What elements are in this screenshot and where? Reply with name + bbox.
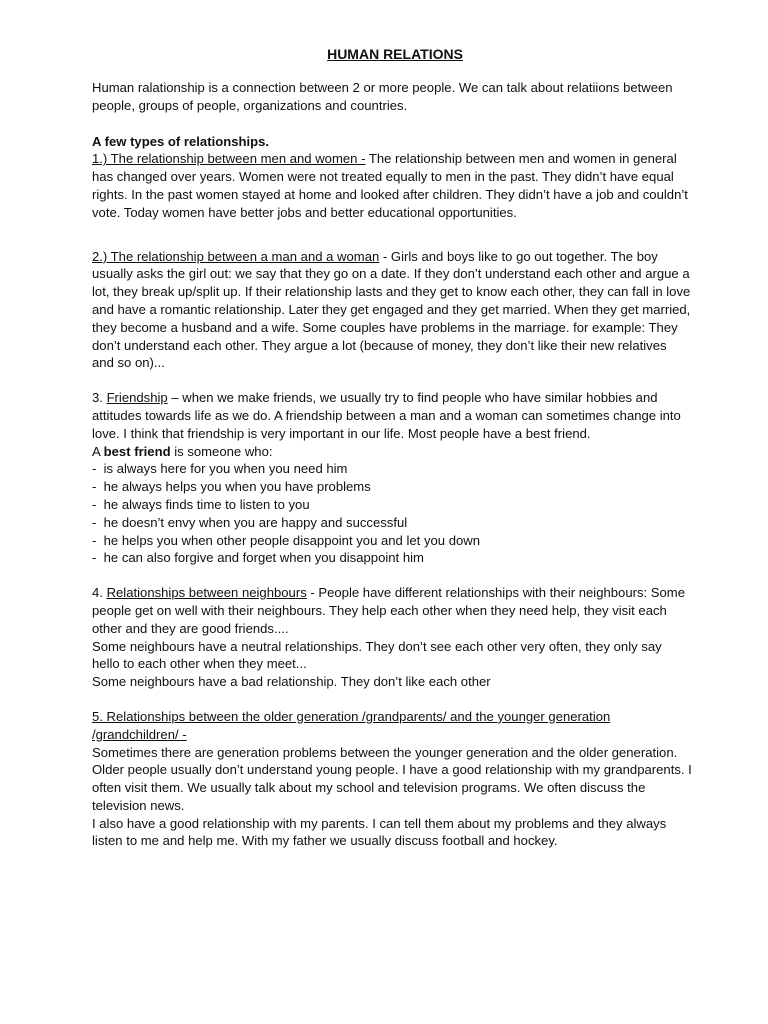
- section-2-body: - Girls and boys like to go out together. The boy usually asks the girl out: we say that they go on a date. If they don’t understand each other and argue a lot, they break up/split up. If their relationship lasts and they get to know each other, they can fall in love and have a romantic relationship. Later they get engaged and they get married. When they get married, they become a husband and a wife. Some couples have problems in the marriage. for example: They don’t understand each other. They argue a lot (because of money, they don’t like their new relatives and so on)...: [92, 248, 691, 371]
- section-5-heading-paragraph: [92, 708, 692, 744]
- document-title: HUMAN RELATIONS: [327, 46, 463, 62]
- section-4-body: - People have different relationships with their neighbours: Some people get on well with their neighbours. They help each other when they need help, they visit each other and they are good friends....: [92, 585, 685, 636]
- section-3-prefix: 3.: [92, 390, 107, 406]
- section-5-heading: 5. Relationships between the older generation /grandparents/ and the younger generation /grandchildren/ -: [92, 708, 611, 742]
- intro-paragraph: Human ralationship is a connection between 2 or more people. We can talk about relatiions between people, groups of people, organizations and countries.: [92, 80, 673, 113]
- list-item: - he can also forgive and forget when you disappoint him: [92, 549, 692, 567]
- list-item: - he helps you when other people disappoint you and let you down: [92, 532, 692, 550]
- best-friend-line: [92, 443, 692, 461]
- best-friend-prefix: A: [92, 443, 104, 459]
- section-3-paragraph: [92, 389, 692, 442]
- list-item: - he always finds time to listen to you: [92, 496, 692, 514]
- section-1-body: The relationship between men and women in general has changed over years. Women were not treated equally to men in the past. They didn’t have equal rights. In the past women stayed at home and looked after children. They didn’t have a job and couldn’t vote. Today women have better jobs and better educational opportunities.: [92, 151, 688, 220]
- best-friend-list: [92, 460, 692, 567]
- section-1-heading: 1.) The relationship between men and women -: [92, 151, 366, 167]
- types-heading: A few types of relationships.: [92, 133, 270, 149]
- section-3-heading: Friendship: [106, 390, 168, 406]
- list-item: - he always helps you when you have problems: [92, 478, 692, 496]
- section-4-paragraph-2: Some neighbours have a neutral relationships. They don’t see each other very often, they only say hello to each other when they meet...: [92, 638, 662, 672]
- section-2-paragraph: [92, 248, 692, 373]
- list-item: - is always here for you when you need him: [92, 460, 692, 478]
- best-friend-suffix: is someone who:: [170, 443, 273, 459]
- section-4-paragraph-3: Some neighbours have a bad relationship. They don’t like each other: [92, 674, 491, 690]
- section-3-body: – when we make friends, we usually try to find people who have similar hobbies and attitudes towards life as we do. A friendship between a man and a woman can sometimes change into love. I think that friendship is very important in our life. Most people have a best friend.: [92, 390, 681, 441]
- document-content: [92, 44, 692, 850]
- list-item: - he doesn’t envy when you are happy and successful: [92, 514, 692, 532]
- section-5-paragraph-1: Sometimes there are generation problems between the younger generation and the older generation. Older people usually don’t understand young people. I have a good relationship with my grandparents. I often visit them. We usually talk about my school and television programs. We often discuss the television news.: [92, 744, 692, 813]
- section-5-paragraph-2: I also have a good relationship with my parents. I can tell them about my problems and they always listen to me and help me. With my father we usually discuss football and hockey.: [92, 815, 667, 849]
- section-1-paragraph: [92, 150, 692, 221]
- section-4-heading: Relationships between neighbours: [106, 585, 307, 601]
- section-4-prefix: 4.: [92, 585, 107, 601]
- section-4-paragraph: [92, 584, 692, 637]
- best-friend-term: best friend: [103, 443, 171, 459]
- section-2-heading: 2.) The relationship between a man and a woman: [92, 248, 380, 264]
